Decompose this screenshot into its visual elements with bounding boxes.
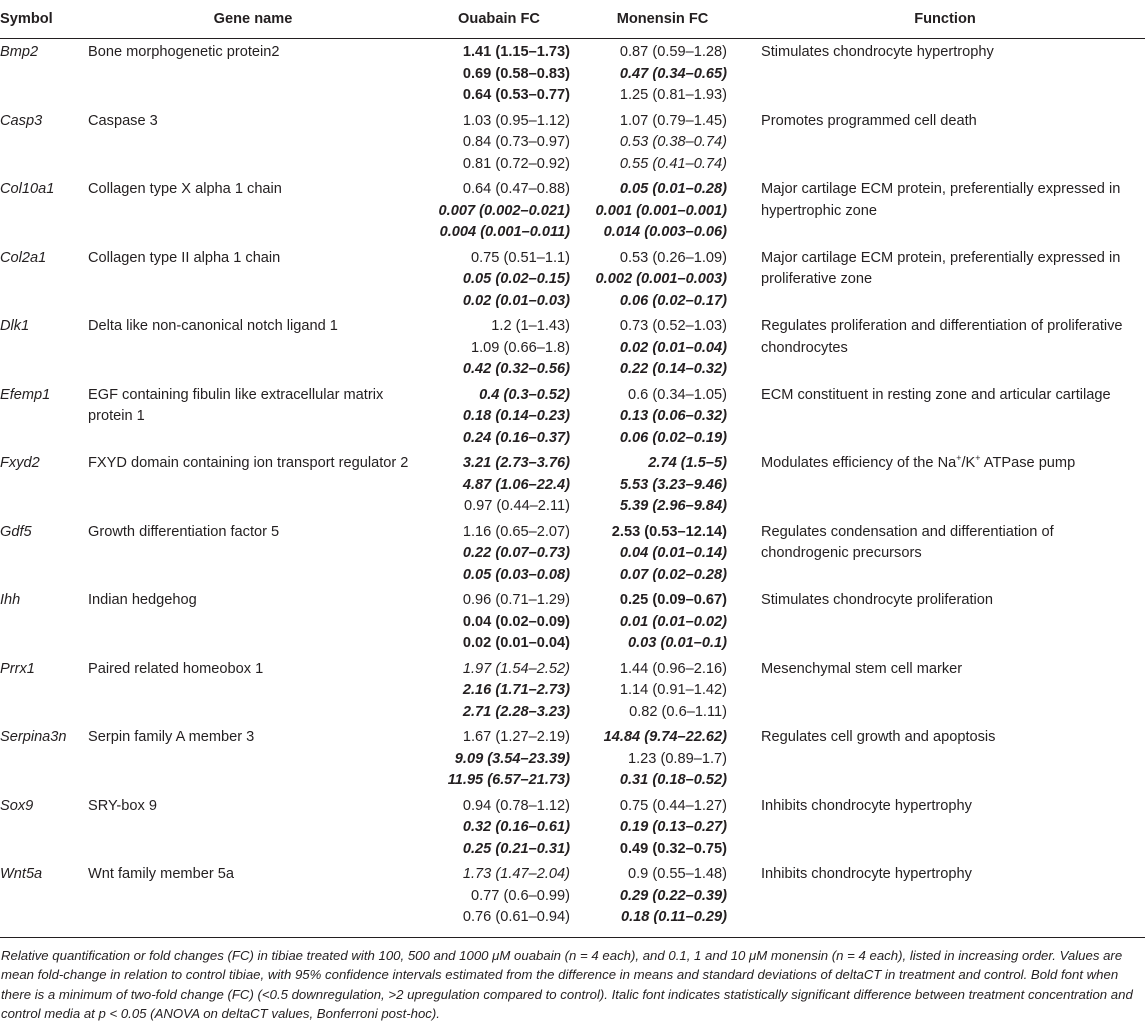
monensin-fc-cell [580, 39, 745, 108]
monensin-fc-value: 0.07 (0.02–0.28) [619, 566, 727, 583]
ouabain-fc-cell [418, 861, 580, 937]
gene-name: Wnt family member 5a [88, 866, 234, 882]
ouabain-fc-value: 0.4 (0.3–0.52) [479, 386, 570, 403]
monensin-fc-value: 1.23 (0.89–1.7) [628, 750, 727, 767]
gene-function: Inhibits chondrocyte hypertrophy [761, 797, 972, 814]
footnote-row [0, 937, 1145, 1025]
gene-symbol: Efemp1 [0, 386, 51, 403]
ouabain-fc-value: 0.77 (0.6–0.99) [471, 887, 570, 904]
function-text: Modulates efficiency of the Na [761, 455, 957, 471]
ouabain-fc-value: 1.2 (1–1.43) [491, 318, 570, 334]
monensin-fc-value: 0.02 (0.01–0.04) [619, 339, 727, 356]
header-row [0, 0, 1145, 39]
table-row [0, 587, 1145, 656]
monensin-fc-value: 0.87 (0.59–1.28) [619, 44, 727, 60]
ouabain-fc-cell [418, 176, 580, 245]
ouabain-fc-value: 1.73 (1.47–2.04) [462, 866, 570, 882]
gene-function: Major cartilage ECM protein, preferentially expressed in proliferative zone [761, 249, 1121, 287]
header-function: Function [745, 0, 1145, 39]
header-ouabain-fc: Ouabain FC [418, 0, 580, 39]
function-text: ATPase pump [980, 455, 1076, 471]
ouabain-fc-value: 0.81 (0.72–0.92) [462, 155, 570, 172]
monensin-fc-value: 0.01 (0.01–0.02) [619, 613, 727, 630]
gene-symbol: Ihh [0, 592, 21, 608]
ouabain-fc-cell [418, 313, 580, 382]
monensin-fc-value: 1.07 (0.79–1.45) [619, 112, 727, 129]
ouabain-fc-cell [418, 519, 580, 588]
ouabain-fc-cell [418, 245, 580, 314]
gene-name: Paired related homeobox 1 [88, 660, 264, 677]
table-row [0, 39, 1145, 108]
gene-symbol: Col2a1 [0, 249, 47, 266]
ouabain-fc-cell [418, 724, 580, 793]
function-text: /K [961, 455, 976, 471]
ouabain-fc-value: 0.94 (0.78–1.12) [462, 797, 570, 814]
monensin-fc-value: 0.002 (0.001–0.003) [595, 271, 727, 287]
ouabain-fc-value: 0.69 (0.58–0.83) [462, 65, 570, 82]
ouabain-fc-value: 0.42 (0.32–0.56) [462, 361, 570, 377]
ouabain-fc-value: 0.84 (0.73–0.97) [462, 134, 570, 150]
ouabain-fc-value: 2.71 (2.28–3.23) [462, 703, 570, 720]
table-row [0, 382, 1145, 451]
ouabain-fc-value: 0.64 (0.53–0.77) [462, 87, 570, 103]
monensin-fc-value: 0.55 (0.41–0.74) [619, 155, 727, 172]
ouabain-fc-cell [418, 382, 580, 451]
ouabain-fc-value: 0.05 (0.02–0.15) [462, 271, 570, 287]
ouabain-fc-cell [418, 793, 580, 862]
table-row [0, 176, 1145, 245]
monensin-fc-value: 0.6 (0.34–1.05) [628, 386, 727, 403]
monensin-fc-value: 0.001 (0.001–0.001) [595, 202, 727, 219]
gene-name: SRY-box 9 [88, 797, 157, 814]
gene-function [745, 450, 1145, 519]
table-row [0, 519, 1145, 588]
gene-function: Mesenchymal stem cell marker [761, 660, 963, 677]
ouabain-fc-value: 0.18 (0.14–0.23) [462, 408, 570, 424]
ouabain-fc-cell [418, 450, 580, 519]
ouabain-fc-value: 0.22 (0.07–0.73) [462, 545, 570, 561]
ouabain-fc-cell [418, 656, 580, 725]
monensin-fc-cell [580, 382, 745, 451]
table-body [0, 39, 1145, 938]
gene-name: Caspase 3 [88, 112, 158, 129]
gene-function: Regulates condensation and differentiation of chondrogenic precursors [761, 523, 1054, 561]
monensin-fc-value: 0.25 (0.09–0.67) [619, 592, 727, 608]
gene-symbol: Sox9 [0, 797, 34, 814]
monensin-fc-value: 0.18 (0.11–0.29) [620, 909, 727, 925]
gene-name: Delta like non-canonical notch ligand 1 [88, 318, 338, 334]
ouabain-fc-value: 0.25 (0.21–0.31) [462, 840, 570, 857]
ouabain-fc-value: 1.16 (0.65–2.07) [462, 523, 570, 540]
gene-symbol: Gdf5 [0, 523, 32, 540]
monensin-fc-value: 0.53 (0.26–1.09) [619, 249, 727, 266]
ouabain-fc-value: 1.97 (1.54–2.52) [462, 660, 570, 677]
gene-symbol: Casp3 [0, 112, 43, 129]
ouabain-fc-cell [418, 108, 580, 177]
ouabain-fc-value: 0.32 (0.16–0.61) [462, 819, 570, 835]
gene-symbol: Col10a1 [0, 181, 55, 197]
ouabain-fc-value: 0.04 (0.02–0.09) [462, 613, 570, 630]
monensin-fc-value: 0.31 (0.18–0.52) [619, 772, 727, 788]
gene-name: FXYD domain containing ion transport regulator 2 [88, 455, 409, 471]
ouabain-fc-value: 4.87 (1.06–22.4) [462, 476, 570, 493]
monensin-fc-value: 0.53 (0.38–0.74) [619, 134, 727, 150]
monensin-fc-cell [580, 519, 745, 588]
superscript: + [975, 453, 981, 464]
monensin-fc-value: 0.75 (0.44–1.27) [619, 797, 727, 814]
gene-name: Indian hedgehog [88, 592, 197, 608]
gene-symbol: Dlk1 [0, 318, 30, 334]
table-row [0, 793, 1145, 862]
monensin-fc-value: 2.53 (0.53–12.14) [611, 523, 727, 540]
gene-symbol: Bmp2 [0, 44, 39, 60]
ouabain-fc-value: 0.75 (0.51–1.1) [471, 249, 570, 266]
monensin-fc-value: 1.14 (0.91–1.42) [619, 682, 727, 698]
monensin-fc-value: 0.06 (0.02–0.17) [619, 292, 727, 309]
monensin-fc-cell [580, 656, 745, 725]
monensin-fc-cell [580, 313, 745, 382]
ouabain-fc-value: 1.67 (1.27–2.19) [462, 729, 570, 745]
gene-name: Serpin family A member 3 [88, 729, 255, 745]
ouabain-fc-value: 3.21 (2.73–3.76) [462, 455, 570, 471]
monensin-fc-value: 0.03 (0.01–0.1) [628, 635, 727, 651]
ouabain-fc-cell [418, 587, 580, 656]
gene-name: Collagen type II alpha 1 chain [88, 249, 281, 266]
table-row [0, 724, 1145, 793]
monensin-fc-value: 0.19 (0.13–0.27) [619, 819, 727, 835]
gene-name: EGF containing fibulin like extracellular matrix protein 1 [88, 386, 384, 424]
monensin-fc-value: 14.84 (9.74–22.62) [603, 729, 727, 745]
gene-function: Inhibits chondrocyte hypertrophy [761, 866, 972, 882]
ouabain-fc-value: 1.03 (0.95–1.12) [462, 112, 570, 129]
monensin-fc-value: 5.53 (3.23–9.46) [619, 476, 727, 493]
monensin-fc-value: 1.44 (0.96–2.16) [619, 660, 727, 677]
monensin-fc-cell [580, 861, 745, 937]
table-row [0, 450, 1145, 519]
gene-name: Growth differentiation factor 5 [88, 523, 280, 540]
monensin-fc-value: 0.49 (0.32–0.75) [619, 840, 727, 857]
ouabain-fc-cell [418, 39, 580, 108]
ouabain-fc-value: 0.76 (0.61–0.94) [462, 909, 570, 925]
monensin-fc-value: 0.06 (0.02–0.19) [619, 429, 727, 446]
monensin-fc-value: 0.05 (0.01–0.28) [619, 181, 727, 197]
table-row [0, 108, 1145, 177]
ouabain-fc-value: 11.95 (6.57–21.73) [447, 772, 570, 788]
monensin-fc-value: 0.22 (0.14–0.32) [619, 361, 727, 377]
monensin-fc-value: 0.47 (0.34–0.65) [619, 65, 727, 82]
ouabain-fc-value: 0.24 (0.16–0.37) [462, 429, 570, 446]
header-monensin-fc: Monensin FC [580, 0, 745, 39]
gene-function: Stimulates chondrocyte hypertrophy [761, 44, 994, 60]
table-row [0, 245, 1145, 314]
ouabain-fc-value: 1.41 (1.15–1.73) [462, 44, 570, 60]
monensin-fc-cell [580, 450, 745, 519]
monensin-fc-value: 0.13 (0.06–0.32) [619, 408, 727, 424]
gene-symbol: Prrx1 [0, 660, 35, 677]
ouabain-fc-value: 0.007 (0.002–0.021) [438, 202, 570, 219]
gene-function: ECM constituent in resting zone and articular cartilage [761, 386, 1111, 403]
monensin-fc-value: 0.9 (0.55–1.48) [628, 866, 727, 882]
table-row [0, 861, 1145, 937]
ouabain-fc-value: 0.97 (0.44–2.11) [463, 498, 570, 514]
ouabain-fc-value: 0.96 (0.71–1.29) [462, 592, 570, 608]
monensin-fc-cell [580, 587, 745, 656]
table-footnote: Relative quantification or fold changes (FC) in tibiae treated with 100, 500 and 1000 μM ouabain (n = 4 each), and 0.1, 1 and 10 μM monensin (n = 4 each), listed in increasing order. Values are mean fold-change in relation to control tibiae, with 95% confidence intervals estimated from the difference in means and standard deviations of deltaCT in treatment and control. Bold font when there is a minimum of two-fold change (FC) (<0.5 downregulation, >2 upregulation compared to control). Italic font indicates statistically significant difference between treatment concentration and control media at p < 0.05 (ANOVA on deltaCT values, Bonferroni post-hoc). [0, 937, 1145, 1025]
monensin-fc-value: 5.39 (2.96–9.84) [619, 498, 727, 514]
monensin-fc-value: 0.29 (0.22–0.39) [619, 887, 727, 904]
gene-function: Stimulates chondrocyte proliferation [761, 592, 993, 608]
monensin-fc-value: 2.74 (1.5–5) [648, 455, 727, 471]
monensin-fc-value: 0.82 (0.6–1.11) [629, 703, 727, 720]
monensin-fc-cell [580, 793, 745, 862]
gene-function: Promotes programmed cell death [761, 112, 977, 129]
ouabain-fc-value: 0.05 (0.03–0.08) [462, 566, 570, 583]
gene-name: Bone morphogenetic protein2 [88, 44, 280, 60]
gene-symbol: Fxyd2 [0, 455, 40, 471]
ouabain-fc-value: 0.64 (0.47–0.88) [462, 181, 570, 197]
ouabain-fc-value: 0.02 (0.01–0.03) [462, 292, 570, 309]
table-row [0, 313, 1145, 382]
header-symbol: Symbol [0, 0, 88, 39]
ouabain-fc-value: 0.02 (0.01–0.04) [462, 635, 570, 651]
monensin-fc-cell [580, 108, 745, 177]
gene-name: Collagen type X alpha 1 chain [88, 181, 282, 197]
ouabain-fc-value: 2.16 (1.71–2.73) [462, 682, 570, 698]
monensin-fc-cell [580, 176, 745, 245]
monensin-fc-value: 0.04 (0.01–0.14) [619, 545, 727, 561]
superscript: + [956, 453, 962, 464]
gene-symbol: Serpina3n [0, 729, 67, 745]
gene-function: Major cartilage ECM protein, preferentially expressed in hypertrophic zone [761, 181, 1121, 219]
header-gene-name: Gene name [88, 0, 418, 39]
ouabain-fc-value: 9.09 (3.54–23.39) [454, 750, 570, 767]
monensin-fc-cell [580, 245, 745, 314]
monensin-fc-cell [580, 724, 745, 793]
gene-function: Regulates proliferation and differentiation of proliferative chondrocytes [761, 318, 1123, 356]
ouabain-fc-value: 1.09 (0.66–1.8) [471, 339, 570, 356]
gene-symbol: Wnt5a [0, 866, 43, 882]
monensin-fc-value: 1.25 (0.81–1.93) [619, 87, 727, 103]
monensin-fc-value: 0.014 (0.003–0.06) [603, 224, 727, 240]
monensin-fc-value: 0.73 (0.52–1.03) [619, 318, 727, 334]
gene-function: Regulates cell growth and apoptosis [761, 729, 996, 745]
table-row [0, 656, 1145, 725]
ouabain-fc-value: 0.004 (0.001–0.011) [439, 224, 570, 240]
